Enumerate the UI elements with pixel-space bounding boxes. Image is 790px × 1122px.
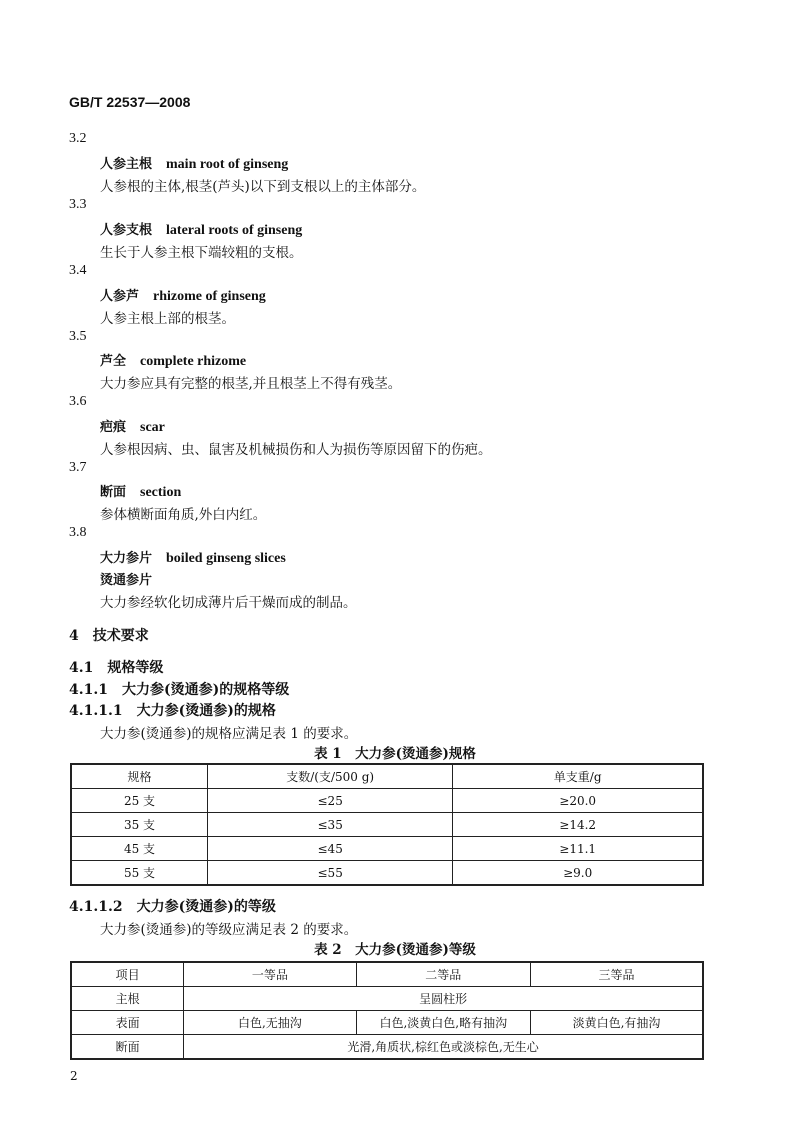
table-cell: ≥14.2 [453,813,703,837]
table-cell: ≥20.0 [453,789,703,813]
term-definition: 人参主根上部的根茎。 [100,311,235,327]
table-cell: 断面 [71,1035,184,1060]
table1 [70,763,704,886]
term-en: boiled ginseng slices [166,551,286,566]
table2-caption: 表 2 大力参(烫通参)等级 [314,942,476,958]
table-row [71,1011,703,1035]
table-header-cell: 二等品 [356,962,530,987]
table-header-cell: 单支重/g [453,764,703,789]
term-definition: 参体横断面角质,外白内红。 [100,507,267,523]
term-zh: 人参主根 [100,157,153,172]
term-en: scar [140,420,165,435]
term-heading [100,416,165,436]
paragraph: 大力参(烫通参)的规格应满足表 1 的要求。 [100,726,358,742]
table-row [71,813,703,837]
subsection-heading: 4.1.1 大力参(烫通参)的规格等级 [69,682,290,698]
term-en: section [140,485,182,500]
term-en: lateral roots of ginseng [166,223,303,238]
term-zh: 芦全 [100,354,127,369]
table1-caption: 表 1 大力参(烫通参)规格 [314,746,476,762]
table-header-cell: 支数/(支/500 g) [208,764,453,789]
table-row [71,1035,703,1060]
table-cell: 25 支 [71,789,208,813]
table-cell: 呈圆柱形 [184,987,703,1011]
term-zh: 大力参片 [100,551,153,566]
term-zh: 人参支根 [100,223,153,238]
table-header-row [71,764,703,789]
table-row [71,789,703,813]
clause-number: 3.8 [69,525,87,540]
term-alternative: 烫通参片 [100,573,153,588]
clause-number: 3.4 [69,263,87,278]
term-heading [100,219,302,239]
table-cell: ≥11.1 [453,837,703,861]
clause-number: 3.2 [69,131,87,146]
table-cell: 白色,无抽沟 [184,1011,356,1035]
subsection-heading: 4.1.1.2 大力参(烫通参)的等级 [69,899,276,915]
term-en: main root of ginseng [166,157,289,172]
table-header-cell: 一等品 [184,962,356,987]
term-definition: 大力参经软化切成薄片后干燥而成的制品。 [100,595,357,611]
term-definition: 人参根因病、虫、鼠害及机械损伤和人为损伤等原因留下的伤疤。 [100,442,492,458]
term-heading [100,285,266,305]
table-row [71,987,703,1011]
term-definition: 大力参应具有完整的根茎,并且根茎上不得有残茎。 [100,376,402,392]
clause-number: 3.3 [69,197,87,212]
standard-id: GB/T 22537—2008 [69,94,191,110]
term-zh: 断面 [100,485,127,500]
table-header-cell: 规格 [71,764,208,789]
term-heading [100,481,181,501]
table-row [71,837,703,861]
table-cell: 光滑,角质状,棕红色或淡棕色,无生心 [184,1035,703,1060]
table-cell: 45 支 [71,837,208,861]
table2 [70,961,704,1060]
term-zh: 人参芦 [100,289,140,304]
term-heading [100,547,286,567]
clause-number: 3.5 [69,329,87,344]
table-cell: 白色,淡黄白色,略有抽沟 [356,1011,530,1035]
table-cell: 35 支 [71,813,208,837]
page-number: 2 [70,1069,78,1083]
table-header-cell: 三等品 [531,962,703,987]
table-cell: 55 支 [71,861,208,886]
table-cell: 主根 [71,987,184,1011]
term-heading [100,350,246,370]
table-cell: ≤25 [208,789,453,813]
table-row [71,861,703,886]
subsection-heading: 4.1 规格等级 [69,660,164,676]
table-cell: 淡黄白色,有抽沟 [531,1011,703,1035]
clause-number: 3.6 [69,394,87,409]
section-heading: 4 技术要求 [69,628,149,644]
subsection-heading: 4.1.1.1 大力参(烫通参)的规格 [69,703,276,719]
term-definition: 生长于人参主根下端较粗的支根。 [100,245,303,261]
term-zh: 疤痕 [100,420,127,435]
term-en: complete rhizome [140,354,247,369]
table-cell: ≤35 [208,813,453,837]
clause-number: 3.7 [69,460,87,475]
term-definition: 人参根的主体,根茎(芦头)以下到支根以上的主体部分。 [100,179,426,195]
term-en: rhizome of ginseng [153,289,266,304]
paragraph: 大力参(烫通参)的等级应满足表 2 的要求。 [100,922,358,938]
term-heading [100,153,288,173]
table-cell: ≤55 [208,861,453,886]
table-cell: 表面 [71,1011,184,1035]
table-cell: ≥9.0 [453,861,703,886]
table-header-cell: 项目 [71,962,184,987]
table-cell: ≤45 [208,837,453,861]
table-header-row [71,962,703,987]
